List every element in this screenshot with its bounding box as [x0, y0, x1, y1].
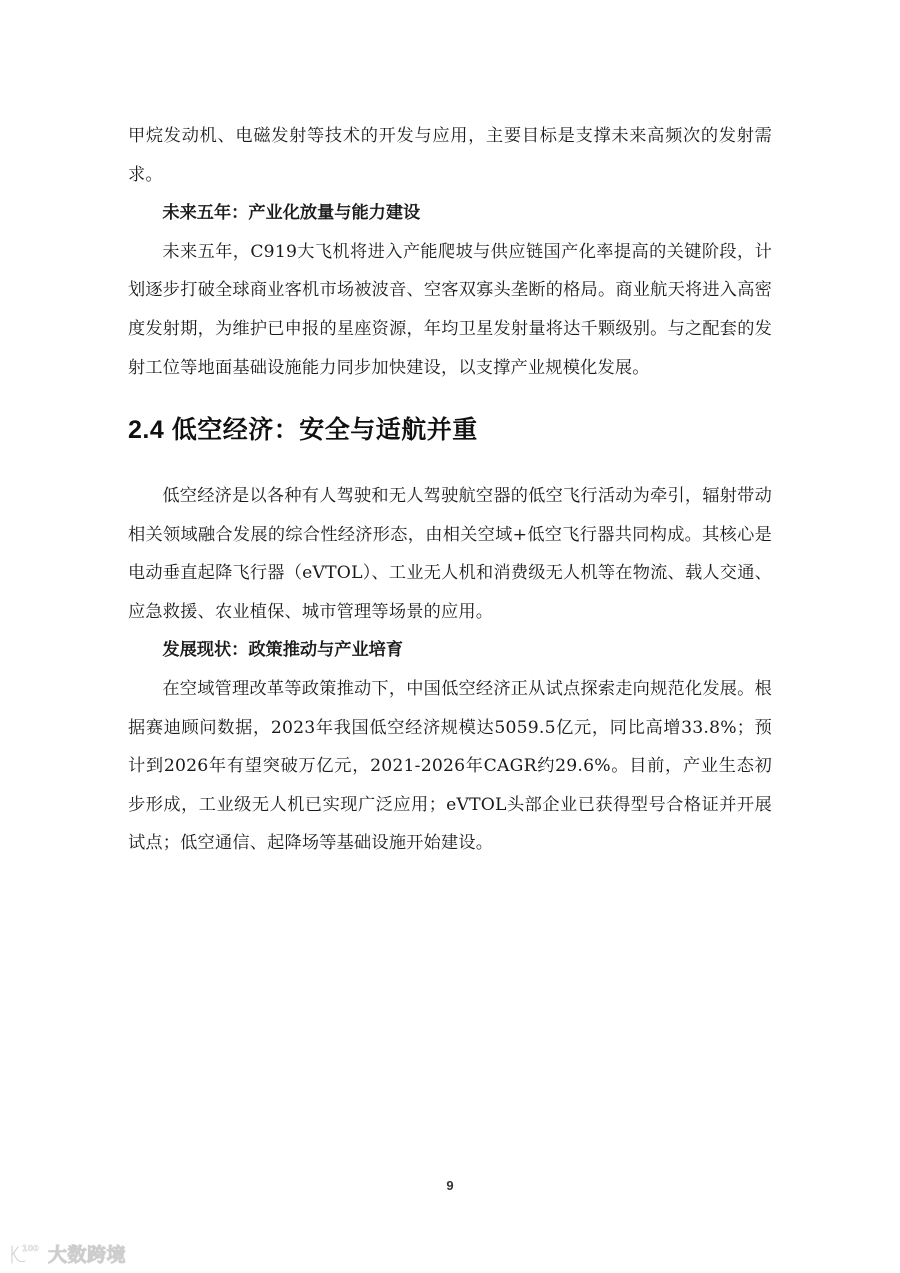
subheading-development-status: 发展现状：政策推动与产业培育 — [162, 640, 404, 661]
paragraph-future-five-years: 未来五年，C919大飞机将进入产能爬坡与供应链国产化率提高的关键阶段，计划逐步打破全球商业客机市场被波音、空客双寡头垄断的格局。商业航天将进入高密度发射期，为维护已申报的星座资源，年均卫星发射量将达千颗级别。与之配套的发射工位等地面基础设施能力同步加快建设，以支撑产业规模化发展。 — [128, 241, 772, 378]
paragraph-low-altitude-intro: 低空经济是以各种有人驾驶和无人驾驶航空器的低空飞行活动为牵引，辐射带动相关领域融合发展的综合性经济形态，由相关空域+低空飞行器共同构成。其核心是电动垂直起降飞行器（eVTOL）、工业无人机和消费级无人机等在物流、载人交通、应急救援、农业植保、城市管理等场景的应用。 — [128, 486, 772, 622]
watermark-text: 大数跨境 — [48, 1244, 127, 1266]
watermark — [8, 1240, 126, 1267]
paragraph-development-status: 在空域管理改革等政策推动下，中国低空经济正从试点探索走向规范化发展。根据赛迪顾问数据，2023年我国低空经济规模达5059.5亿元，同比高增33.8%；预计到2026年有望突破万亿元，2021-2026年CAGR约29.6%。目前，产业生态初步形成，工业级无人机已实现广泛应用；eVTOL头部企业已获得型号合格证并开展试点；低空通信、起降场等基础设施开始建设。 — [128, 678, 772, 854]
svg-text:100: 100 — [22, 1243, 39, 1253]
k100-logo-icon — [8, 1242, 42, 1266]
subheading-future-five-years: 未来五年：产业化放量与能力建设 — [162, 203, 421, 224]
text-block-future-five-years — [128, 117, 772, 387]
page-number: 9 — [446, 1178, 454, 1193]
section-heading-low-altitude-economy: 2.4 低空经济：安全与适航并重 — [128, 416, 478, 444]
text-block-low-altitude-economy — [128, 477, 772, 863]
paragraph-continued: 甲烷发动机、电磁发射等技术的开发与应用，主要目标是支撑未来高频次的发射需求。 — [128, 126, 772, 185]
